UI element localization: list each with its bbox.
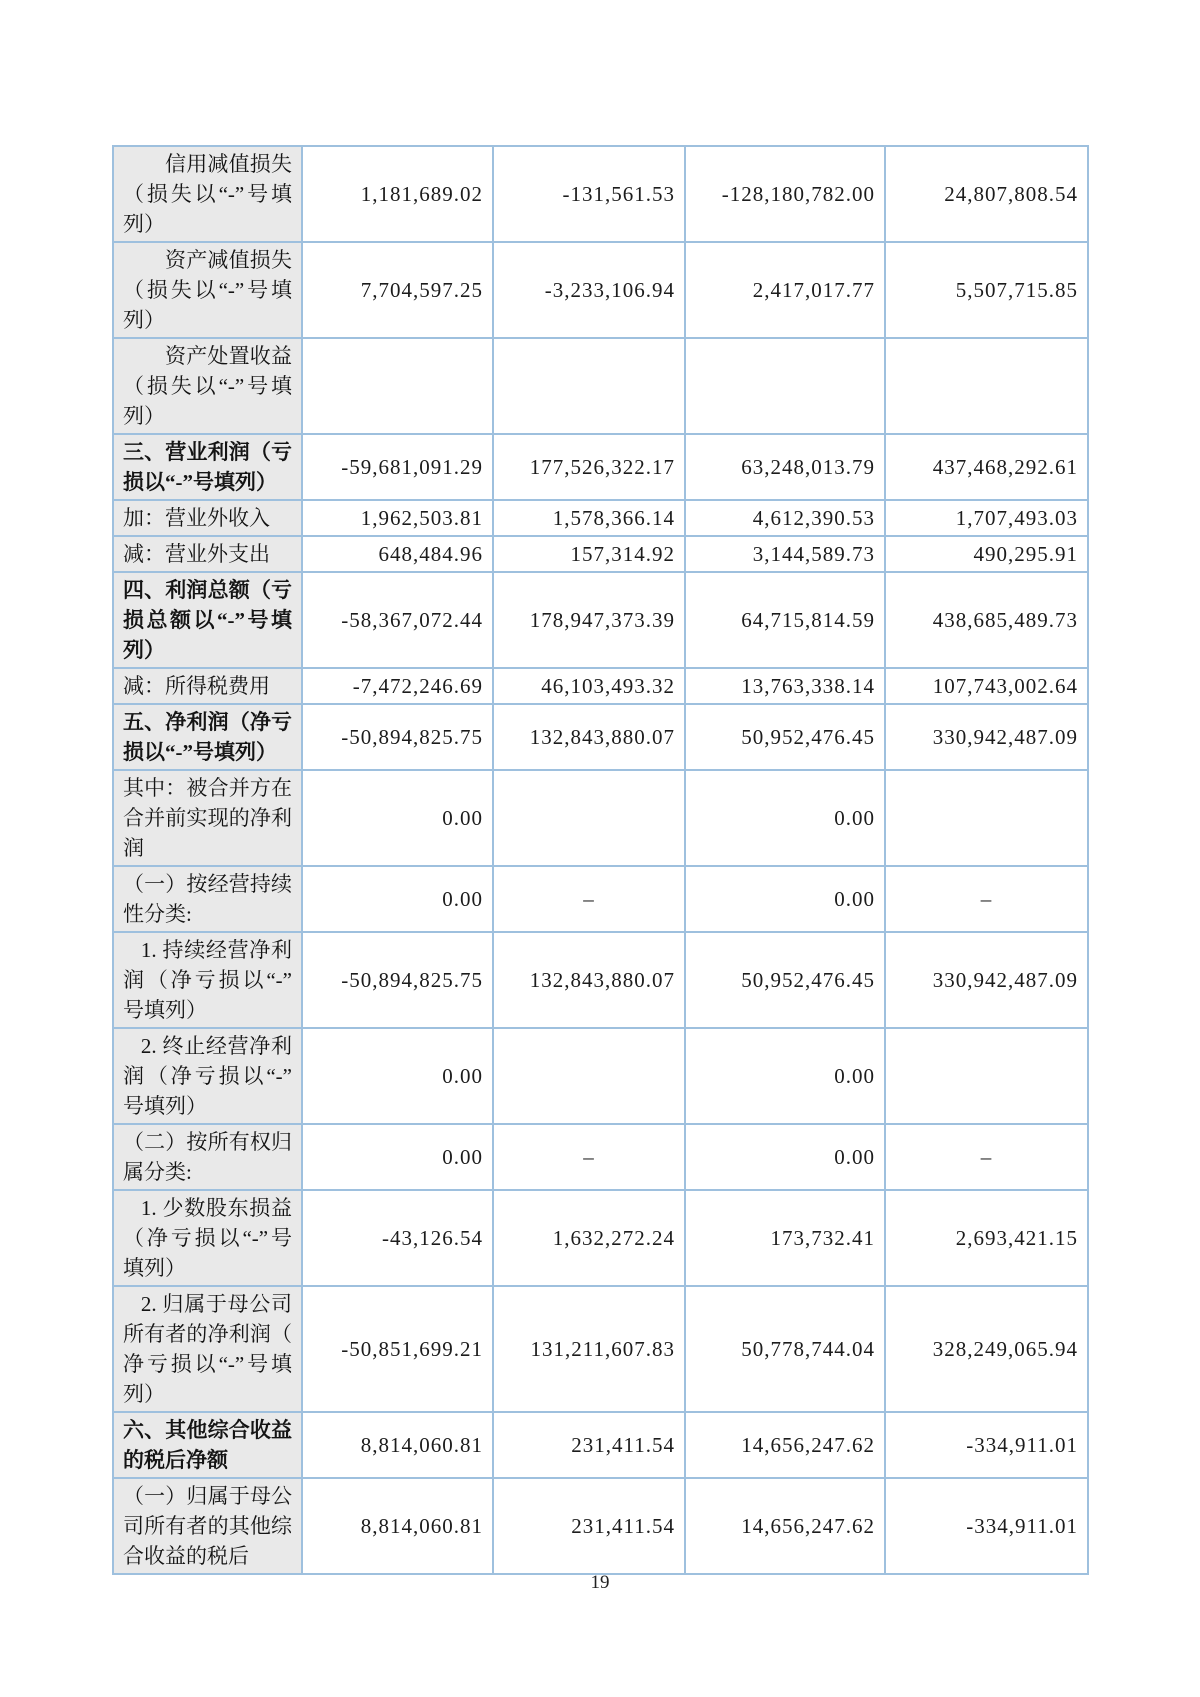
value-cell: 50,952,476.45	[685, 704, 885, 770]
value-cell: 0.00	[302, 1124, 493, 1190]
value-cell: 1,632,272.24	[493, 1190, 685, 1286]
row-label: 2. 归属于母公司所有者的净利润（净亏损以“-”号填列）	[113, 1286, 302, 1412]
value-cell: 8,814,060.81	[302, 1478, 493, 1574]
row-label: 其中：被合并方在合并前实现的净利润	[113, 770, 302, 866]
value-cell: 157,314.92	[493, 536, 685, 572]
value-cell: 107,743,002.64	[885, 668, 1088, 704]
value-cell: 0.00	[685, 770, 885, 866]
value-cell: 50,952,476.45	[685, 932, 885, 1028]
row-label: （一）按经营持续性分类:	[113, 866, 302, 932]
value-cell: 231,411.54	[493, 1478, 685, 1574]
income-statement-body	[113, 146, 1088, 1574]
value-cell: 24,807,808.54	[885, 146, 1088, 242]
row-label: （一）归属于母公司所有者的其他综合收益的税后	[113, 1478, 302, 1574]
value-cell: 0.00	[302, 1028, 493, 1124]
value-cell: 231,411.54	[493, 1412, 685, 1478]
value-cell: 8,814,060.81	[302, 1412, 493, 1478]
value-cell: -3,233,106.94	[493, 242, 685, 338]
value-cell: 63,248,013.79	[685, 434, 885, 500]
row-label: 资产处置收益（损失以“-”号填列）	[113, 338, 302, 434]
value-cell: 3,144,589.73	[685, 536, 885, 572]
value-cell: 438,685,489.73	[885, 572, 1088, 668]
value-cell: 437,468,292.61	[885, 434, 1088, 500]
not-applicable-cell: –	[885, 1124, 1088, 1190]
value-cell	[493, 770, 685, 866]
value-cell: 0.00	[302, 866, 493, 932]
row-label: 四、利润总额（亏损总额以“-”号填列）	[113, 572, 302, 668]
table-row	[113, 1028, 1088, 1124]
value-cell	[493, 338, 685, 434]
value-cell: 50,778,744.04	[685, 1286, 885, 1412]
table-row	[113, 500, 1088, 536]
value-cell: 4,612,390.53	[685, 500, 885, 536]
row-label: 加：营业外收入	[113, 500, 302, 536]
table-row	[113, 668, 1088, 704]
table-row	[113, 572, 1088, 668]
value-cell: -59,681,091.29	[302, 434, 493, 500]
value-cell: -334,911.01	[885, 1412, 1088, 1478]
row-label: 1. 持续经营净利润（净亏损以“-”号填列）	[113, 932, 302, 1028]
value-cell: 7,704,597.25	[302, 242, 493, 338]
table-row	[113, 434, 1088, 500]
value-cell	[302, 338, 493, 434]
value-cell: 173,732.41	[685, 1190, 885, 1286]
value-cell: 648,484.96	[302, 536, 493, 572]
value-cell: 64,715,814.59	[685, 572, 885, 668]
value-cell: 132,843,880.07	[493, 704, 685, 770]
value-cell: 5,507,715.85	[885, 242, 1088, 338]
row-label: 六、其他综合收益的税后净额	[113, 1412, 302, 1478]
value-cell: 0.00	[302, 770, 493, 866]
value-cell: -334,911.01	[885, 1478, 1088, 1574]
value-cell	[685, 338, 885, 434]
row-label: （二）按所有权归属分类:	[113, 1124, 302, 1190]
table-row	[113, 704, 1088, 770]
value-cell: -7,472,246.69	[302, 668, 493, 704]
value-cell: 14,656,247.62	[685, 1412, 885, 1478]
row-label: 信用减值损失（损失以“-”号填列）	[113, 146, 302, 242]
table-row	[113, 1286, 1088, 1412]
value-cell: 330,942,487.09	[885, 704, 1088, 770]
row-label: 2. 终止经营净利润（净亏损以“-”号填列）	[113, 1028, 302, 1124]
table-row	[113, 1478, 1088, 1574]
value-cell: 132,843,880.07	[493, 932, 685, 1028]
value-cell: 1,578,366.14	[493, 500, 685, 536]
page-number: 19	[590, 1572, 610, 1593]
value-cell: 1,707,493.03	[885, 500, 1088, 536]
table-row	[113, 1412, 1088, 1478]
not-applicable-cell: –	[885, 866, 1088, 932]
value-cell: -128,180,782.00	[685, 146, 885, 242]
row-label: 1. 少数股东损益（净亏损以“-”号填列）	[113, 1190, 302, 1286]
value-cell: -50,894,825.75	[302, 704, 493, 770]
row-label: 三、营业利润（亏损以“-”号填列）	[113, 434, 302, 500]
value-cell	[885, 1028, 1088, 1124]
value-cell: 0.00	[685, 1124, 885, 1190]
value-cell: 2,417,017.77	[685, 242, 885, 338]
value-cell: -58,367,072.44	[302, 572, 493, 668]
value-cell: 330,942,487.09	[885, 932, 1088, 1028]
value-cell: 14,656,247.62	[685, 1478, 885, 1574]
table-row	[113, 338, 1088, 434]
value-cell: 0.00	[685, 1028, 885, 1124]
row-label: 减：所得税费用	[113, 668, 302, 704]
value-cell	[493, 1028, 685, 1124]
table-row	[113, 770, 1088, 866]
value-cell: 46,103,493.32	[493, 668, 685, 704]
value-cell: -50,894,825.75	[302, 932, 493, 1028]
row-label: 资产减值损失（损失以“-”号填列）	[113, 242, 302, 338]
value-cell: 1,181,689.02	[302, 146, 493, 242]
value-cell: 490,295.91	[885, 536, 1088, 572]
table-row	[113, 146, 1088, 242]
value-cell: 178,947,373.39	[493, 572, 685, 668]
value-cell: 13,763,338.14	[685, 668, 885, 704]
value-cell: 328,249,065.94	[885, 1286, 1088, 1412]
table-row	[113, 536, 1088, 572]
table-row	[113, 866, 1088, 932]
value-cell: 0.00	[685, 866, 885, 932]
not-applicable-cell: –	[493, 866, 685, 932]
value-cell: -50,851,699.21	[302, 1286, 493, 1412]
value-cell: -43,126.54	[302, 1190, 493, 1286]
table-row	[113, 1124, 1088, 1190]
value-cell: 131,211,607.83	[493, 1286, 685, 1412]
not-applicable-cell: –	[493, 1124, 685, 1190]
value-cell	[885, 770, 1088, 866]
value-cell: 177,526,322.17	[493, 434, 685, 500]
table-row	[113, 242, 1088, 338]
value-cell: -131,561.53	[493, 146, 685, 242]
row-label: 减：营业外支出	[113, 536, 302, 572]
value-cell: 2,693,421.15	[885, 1190, 1088, 1286]
table-row	[113, 1190, 1088, 1286]
row-label: 五、净利润（净亏损以“-”号填列）	[113, 704, 302, 770]
value-cell	[885, 338, 1088, 434]
value-cell: 1,962,503.81	[302, 500, 493, 536]
income-statement-table	[112, 145, 1089, 1575]
table-row	[113, 932, 1088, 1028]
